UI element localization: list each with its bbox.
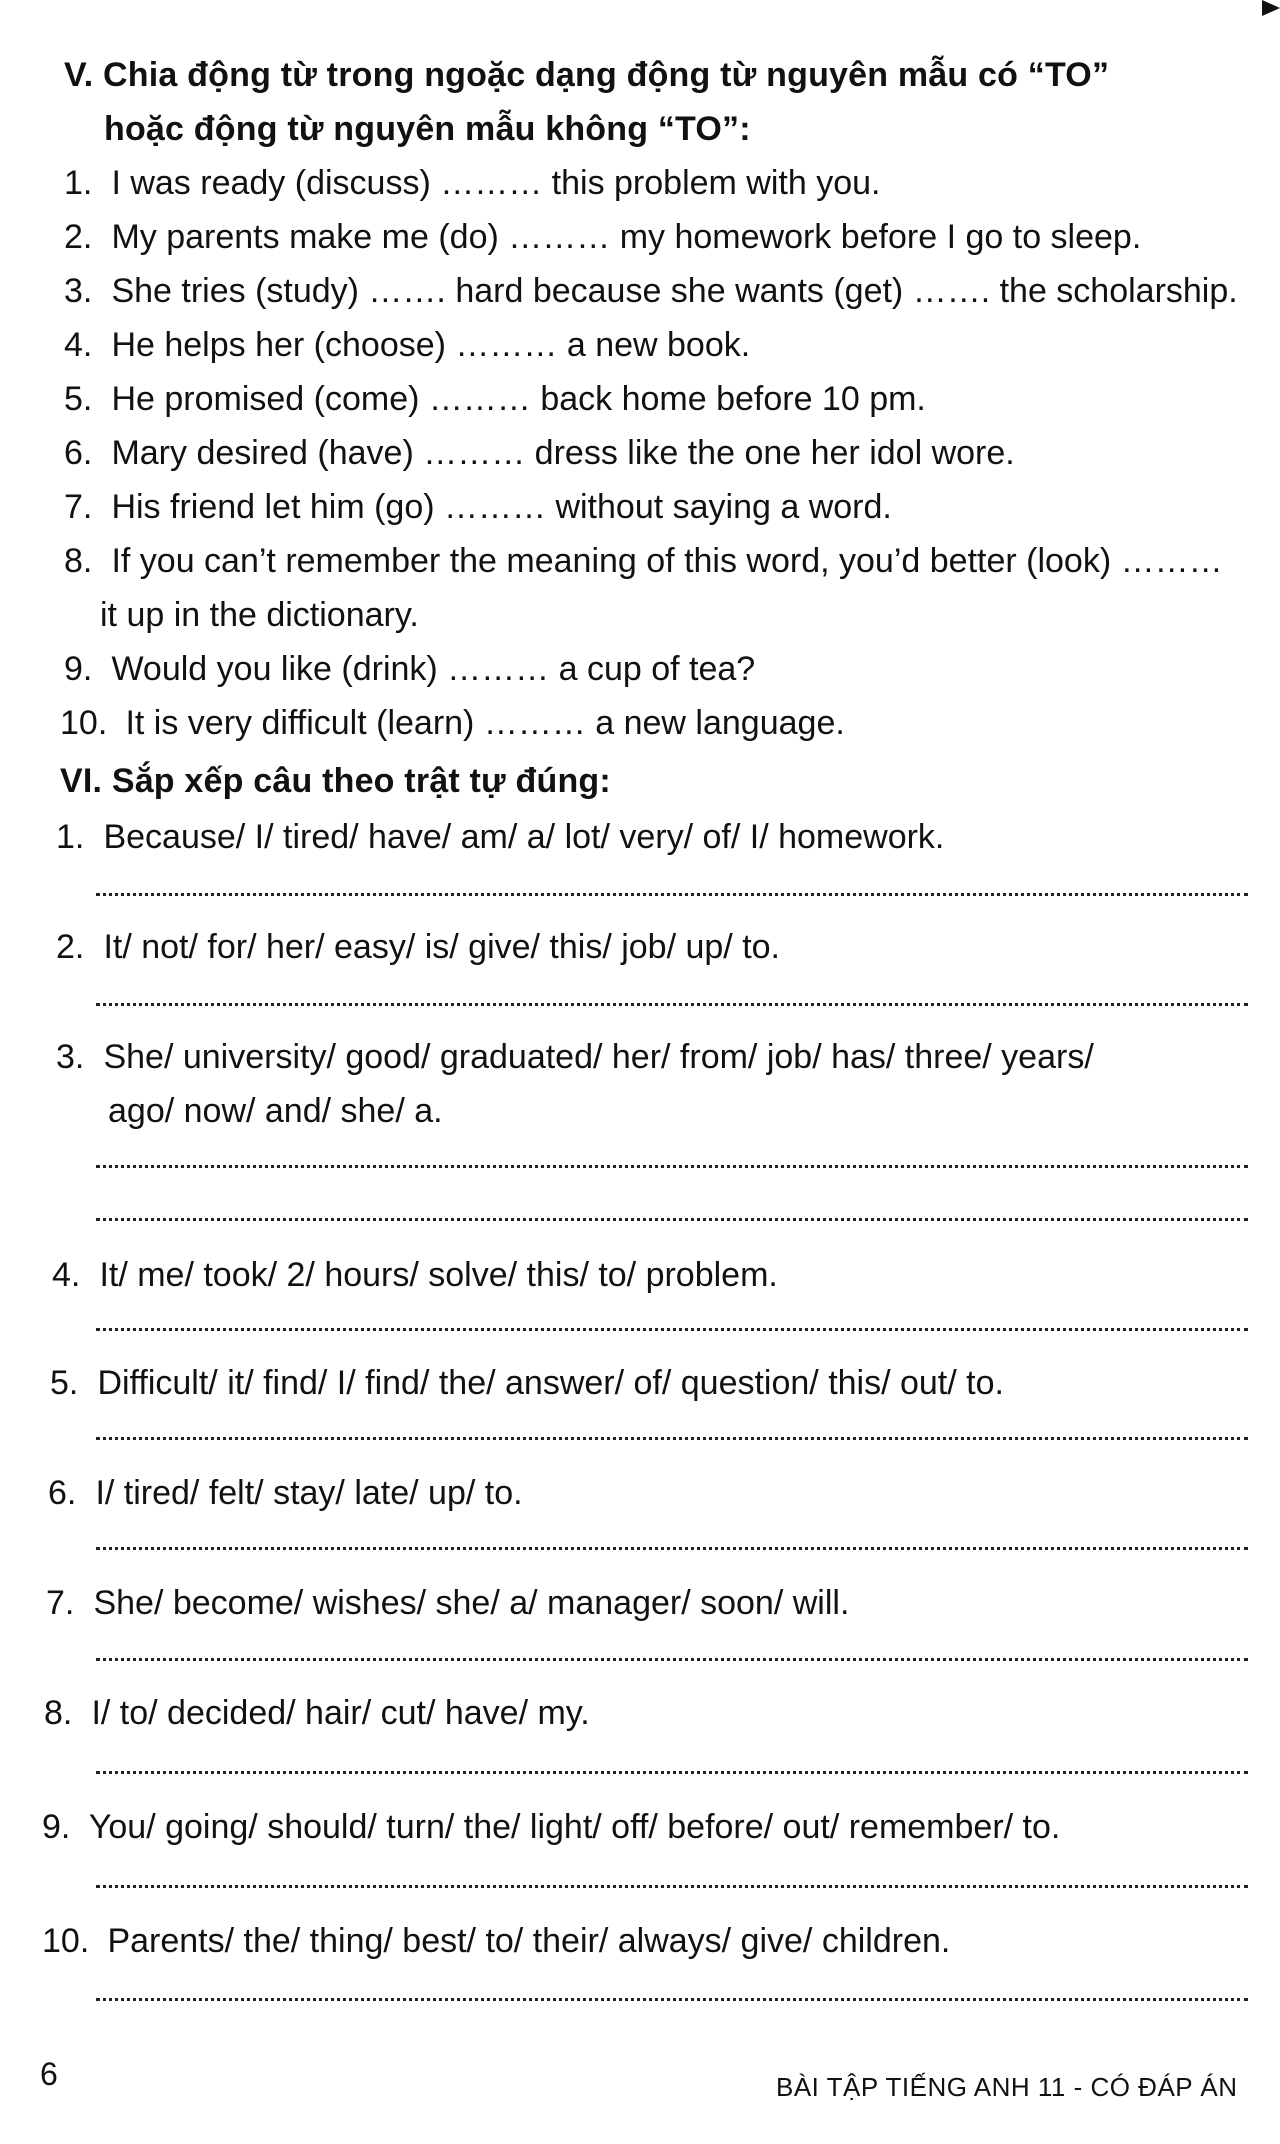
answer-line[interactable] (96, 1998, 1248, 2001)
item-text: Would you like (drink) ……… a cup of tea? (111, 650, 756, 688)
item-number: 7. (64, 488, 93, 526)
item-number: 6. (64, 434, 93, 472)
exercise-6-item-7 (46, 1584, 849, 1623)
answer-line[interactable] (96, 1547, 1248, 1550)
item-number: 8. (44, 1694, 73, 1732)
item-text: You/ going/ should/ turn/ the/ light/ off/ before/ out/ remember/ to. (88, 1808, 1061, 1846)
item-number: 7. (46, 1584, 75, 1622)
item-text: It/ not/ for/ her/ easy/ is/ give/ this/ job/ up/ to. (103, 928, 780, 966)
item-number: 9. (64, 650, 93, 688)
exercise-5-item-9 (64, 650, 755, 689)
item-text: She/ university/ good/ graduated/ her/ from/ job/ has/ three/ years/ (103, 1038, 1094, 1076)
section-5-heading-line-2: hoặc động từ nguyên mẫu không “TO”: (104, 110, 751, 148)
item-text: My parents make me (do) ……… my homework before I go to sleep. (111, 218, 1142, 256)
answer-line[interactable] (96, 1003, 1248, 1006)
exercise-6-item-9 (42, 1808, 1060, 1847)
answer-line[interactable] (96, 1771, 1248, 1774)
exercise-5-item-6 (64, 434, 1015, 473)
item-text: He helps her (choose) ……… a new book. (111, 326, 751, 364)
exercise-6-item-2 (56, 928, 780, 967)
item-text: It is very difficult (learn) ……… a new language. (125, 704, 845, 742)
answer-line[interactable] (96, 1437, 1248, 1440)
item-text: If you can’t remember the meaning of this word, you’d better (look) ……… (111, 542, 1223, 580)
section-6-heading: VI. Sắp xếp câu theo trật tự đúng: (60, 762, 611, 800)
item-number: 1. (56, 818, 85, 856)
book-title-footer: BÀI TẬP TIẾNG ANH 11 - CÓ ĐÁP ÁN (776, 2072, 1238, 2102)
exercise-5-item-2 (64, 218, 1141, 257)
item-number: 3. (56, 1038, 85, 1076)
item-number: 2. (56, 928, 85, 966)
item-number: 4. (64, 326, 93, 364)
exercise-5-item-4 (64, 326, 750, 365)
exercise-6-item-3-continued: ago/ now/ and/ she/ a. (108, 1092, 443, 1130)
section-5-heading-line-1: V. Chia động từ trong ngoặc dạng động từ nguyên mẫu có “TO” (64, 56, 1110, 94)
exercise-6-item-4 (52, 1256, 778, 1295)
exercise-6-item-3 (56, 1038, 1094, 1077)
exercise-5-item-3 (64, 272, 1238, 311)
exercise-5-item-8-continued: it up in the dictionary. (100, 596, 419, 634)
exercise-6-item-8 (44, 1694, 590, 1733)
answer-line[interactable] (96, 1658, 1248, 1661)
exercise-6-item-5 (50, 1364, 1004, 1403)
answer-line[interactable] (96, 893, 1248, 896)
item-number: 3. (64, 272, 93, 310)
item-number: 1. (64, 164, 93, 202)
answer-line[interactable] (96, 1165, 1248, 1168)
item-number: 10. (42, 1922, 90, 1960)
item-text: I was ready (discuss) ……… this problem with you. (111, 164, 881, 202)
answer-line[interactable] (96, 1885, 1248, 1888)
exercise-5-item-5 (64, 380, 926, 419)
answer-line[interactable] (96, 1328, 1248, 1331)
item-text: His friend let him (go) ……… without saying a word. (111, 488, 892, 526)
item-text: Mary desired (have) ……… dress like the one her idol wore. (111, 434, 1015, 472)
answer-line[interactable] (96, 1218, 1248, 1221)
exercise-5-item-1 (64, 164, 880, 203)
item-number: 6. (48, 1474, 77, 1512)
item-text: She tries (study) ……. hard because she wants (get) ……. the scholarship. (111, 272, 1238, 310)
item-text: I/ tired/ felt/ stay/ late/ up/ to. (95, 1474, 523, 1512)
item-number: 8. (64, 542, 93, 580)
item-text: I/ to/ decided/ hair/ cut/ have/ my. (91, 1694, 590, 1732)
item-number: 2. (64, 218, 93, 256)
item-text: She/ become/ wishes/ she/ a/ manager/ soon/ will. (93, 1584, 850, 1622)
item-number: 5. (50, 1364, 79, 1402)
exercise-5-item-10 (60, 704, 845, 743)
exercise-6-item-10 (42, 1922, 950, 1961)
item-number: 4. (52, 1256, 81, 1294)
corner-arrow-icon (1262, 0, 1280, 16)
exercise-5-item-7 (64, 488, 892, 527)
item-text: Because/ I/ tired/ have/ am/ a/ lot/ very/ of/ I/ homework. (103, 818, 945, 856)
item-number: 9. (42, 1808, 71, 1846)
item-text: Difficult/ it/ find/ I/ find/ the/ answer/ of/ question/ this/ out/ to. (97, 1364, 1004, 1402)
item-text: It/ me/ took/ 2/ hours/ solve/ this/ to/ problem. (99, 1256, 778, 1294)
item-text: Parents/ the/ thing/ best/ to/ their/ always/ give/ children. (107, 1922, 951, 1960)
page-number: 6 (40, 2056, 58, 2092)
item-number: 10. (60, 704, 108, 742)
item-number: 5. (64, 380, 93, 418)
exercise-6-item-6 (48, 1474, 523, 1513)
exercise-6-item-1 (56, 818, 944, 857)
exercise-5-item-8 (64, 542, 1223, 581)
item-text: He promised (come) ……… back home before 10 pm. (111, 380, 926, 418)
